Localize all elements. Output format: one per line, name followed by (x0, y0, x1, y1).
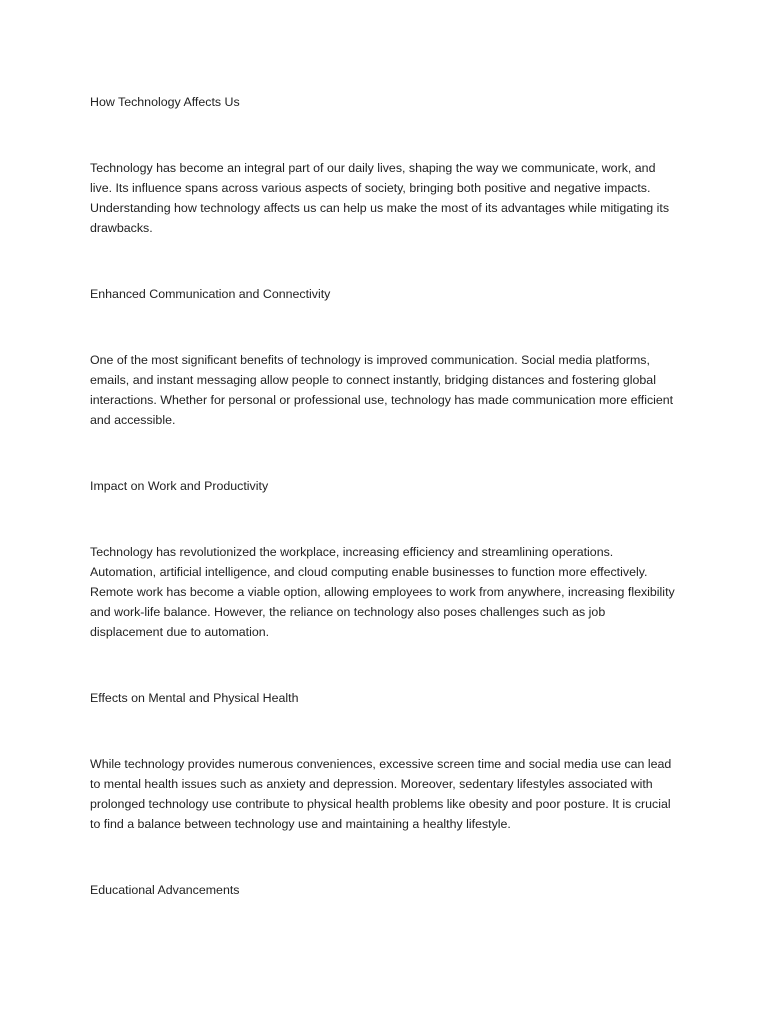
section-body-communication: One of the most significant benefits of technology is improved communication. Social media platforms, emails, and instant messaging allow people to connect instantly, bridging distances and fostering global interactions. Whether for personal or professional use, technology has made communication more efficient and accessible. (90, 353, 674, 427)
spacer (90, 304, 680, 350)
spacer (90, 430, 680, 476)
document-title: How Technology Affects Us (90, 95, 240, 109)
spacer (90, 708, 680, 754)
section-body-health: While technology provides numerous conveniences, excessive screen time and social media use can lead to mental health issues such as anxiety and depression. Moreover, sedentary lifestyles associated with prolonged technology use contribute to physical health problems like obesity and poor posture. It is crucial to find a balance between technology use and maintaining a healthy lifestyle. (90, 757, 672, 831)
intro-paragraph: Technology has become an integral part of our daily lives, shaping the way we communicate, work, and live. Its influence spans across various aspects of society, bringing both positive and negative impacts. Understanding how technology affects us can help us make the most of its advantages while mitigating its drawbacks. (90, 161, 670, 235)
spacer (90, 112, 680, 158)
spacer (90, 496, 680, 542)
section-heading-communication: Enhanced Communication and Connectivity (90, 287, 331, 301)
spacer (90, 642, 680, 688)
section-body-work: Technology has revolutionized the workplace, increasing efficiency and streamlining operations. Automation, artificial intelligence, and cloud computing enable businesses to function more effectively. Remote work has become a viable option, allowing employees to work from anywhere, increasing flexibility and work-life balance. However, the reliance on technology also poses challenges such as job displacement due to automation. (90, 545, 675, 639)
section-heading-work: Impact on Work and Productivity (90, 479, 269, 493)
section-heading-health: Effects on Mental and Physical Health (90, 691, 299, 705)
spacer (90, 834, 680, 880)
section-heading-education: Educational Advancements (90, 883, 240, 897)
spacer (90, 238, 680, 284)
